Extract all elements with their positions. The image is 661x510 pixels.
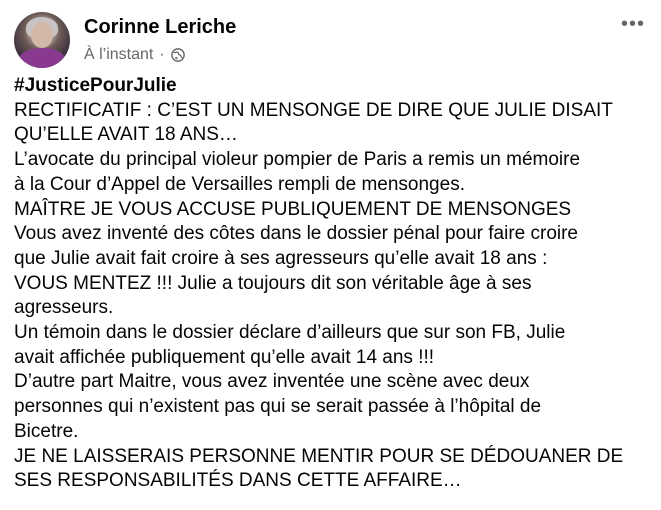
more-options-button[interactable]: ••• bbox=[620, 12, 645, 35]
post-line: VOUS MENTEZ !!! Julie a toujours dit son véritable âge à ses bbox=[14, 272, 532, 294]
post-line: agresseurs. bbox=[14, 297, 114, 319]
post-line: avait affichée publiquement qu’elle avait 14 ans !!! bbox=[14, 346, 435, 368]
post-line: RECTIFICATIF : C’EST UN MENSONGE DE DIRE QUE JULIE DISAIT bbox=[14, 99, 613, 121]
hashtag-link[interactable]: #JusticePourJulie bbox=[14, 75, 177, 96]
post-line: que Julie avait fait croire à ses agresseurs qu’elle avait 18 ans : bbox=[14, 247, 548, 269]
globe-icon[interactable] bbox=[171, 48, 185, 62]
post-line: D’autre part Maitre, vous avez inventée une scène avec deux bbox=[14, 371, 530, 393]
post-line: Bicetre. bbox=[14, 420, 79, 442]
post-line: QU’ELLE AVAIT 18 ANS… bbox=[14, 124, 238, 146]
post-line: L’avocate du principal violeur pompier de Paris a remis un mémoire bbox=[14, 149, 581, 171]
meta-separator: · bbox=[159, 46, 165, 63]
post-timestamp[interactable]: À l’instant bbox=[84, 46, 154, 63]
post-meta bbox=[84, 46, 185, 64]
post-line: SES RESPONSABILITÉS DANS CETTE AFFAIRE… bbox=[14, 470, 462, 492]
post-line: Un témoin dans le dossier déclare d’ailleurs que sur son FB, Julie bbox=[14, 322, 566, 344]
post-line: à la Cour d’Appel de Versailles rempli de mensonges. bbox=[14, 173, 465, 195]
post-header bbox=[14, 10, 647, 70]
author-name[interactable]: Corinne Leriche bbox=[84, 16, 237, 38]
avatar[interactable] bbox=[14, 12, 70, 68]
post-text bbox=[14, 74, 654, 494]
post-line: JE NE LAISSERAIS PERSONNE MENTIR POUR SE DÉDOUANER DE bbox=[14, 445, 624, 467]
post-line: Vous avez inventé des côtes dans le dossier pénal pour faire croire bbox=[14, 223, 578, 245]
post-line: MAÎTRE JE VOUS ACCUSE PUBLIQUEMENT DE MENSONGES bbox=[14, 198, 572, 220]
post-line: personnes qui n’existent pas qui se serait passée à l’hôpital de bbox=[14, 396, 542, 418]
